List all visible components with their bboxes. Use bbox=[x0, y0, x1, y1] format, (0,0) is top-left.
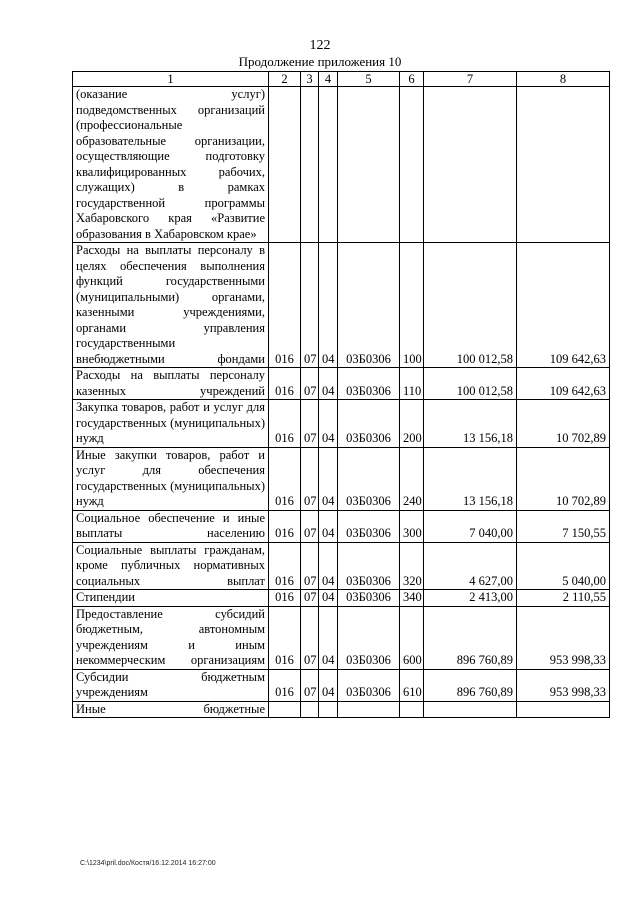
table-row bbox=[73, 669, 610, 701]
cell-ministry bbox=[269, 87, 301, 243]
table-row bbox=[73, 701, 610, 718]
cell-subsection: 04 bbox=[319, 669, 338, 701]
table-row bbox=[73, 400, 610, 448]
cell-expense-type bbox=[400, 87, 424, 243]
cell-ministry: 016 bbox=[269, 669, 301, 701]
table-row bbox=[73, 542, 610, 590]
cell-expense-type: 340 bbox=[400, 590, 424, 607]
cell-ministry: 016 bbox=[269, 510, 301, 542]
cell-ministry: 016 bbox=[269, 542, 301, 590]
cell-section: 07 bbox=[301, 368, 319, 400]
row-name: Иные закупки товаров, работ и услуг для обеспечения государственных (муниципальных) нужд bbox=[73, 447, 269, 510]
row-name: Расходы на выплаты персоналу в целях обеспечения выполнения функций государственными (муниципальными) органами, казенными учреждениями, органами управления государственными внебюджетными фондами bbox=[73, 243, 269, 368]
cell-amount-1: 896 760,89 bbox=[424, 669, 517, 701]
cell-amount-1: 13 156,18 bbox=[424, 400, 517, 448]
column-header: 4 bbox=[319, 72, 338, 87]
cell-target-article: 03Б0306 bbox=[338, 368, 400, 400]
cell-ministry: 016 bbox=[269, 400, 301, 448]
cell-expense-type: 100 bbox=[400, 243, 424, 368]
cell-section bbox=[301, 701, 319, 718]
row-name: Расходы на выплаты персоналу казенных учреждений bbox=[73, 368, 269, 400]
cell-amount-2: 109 642,63 bbox=[517, 368, 610, 400]
cell-section bbox=[301, 87, 319, 243]
cell-ministry: 016 bbox=[269, 606, 301, 669]
row-name: Закупка товаров, работ и услуг для государственных (муниципальных) нужд bbox=[73, 400, 269, 448]
table-row bbox=[73, 606, 610, 669]
cell-section: 07 bbox=[301, 510, 319, 542]
row-name: (оказание услуг) подведомственных организаций (профессиональные образовательные организации, осуществляющие подготовку квалифицированных рабочих, служащих) в рамках государственной программы Хабаровского края «Развитие образования в Хабаровском крае» bbox=[73, 87, 269, 243]
cell-amount-2: 7 150,55 bbox=[517, 510, 610, 542]
cell-amount-2: 5 040,00 bbox=[517, 542, 610, 590]
cell-ministry: 016 bbox=[269, 590, 301, 607]
cell-target-article: 03Б0306 bbox=[338, 590, 400, 607]
cell-target-article: 03Б0306 bbox=[338, 447, 400, 510]
cell-amount-2: 109 642,63 bbox=[517, 243, 610, 368]
column-header: 5 bbox=[338, 72, 400, 87]
cell-section: 07 bbox=[301, 606, 319, 669]
cell-amount-1: 13 156,18 bbox=[424, 447, 517, 510]
cell-subsection: 04 bbox=[319, 606, 338, 669]
cell-amount-2 bbox=[517, 701, 610, 718]
cell-amount-1: 4 627,00 bbox=[424, 542, 517, 590]
cell-subsection: 04 bbox=[319, 368, 338, 400]
cell-ministry: 016 bbox=[269, 368, 301, 400]
header-row bbox=[73, 72, 610, 87]
row-name: Социальные выплаты гражданам, кроме публичных нормативных социальных выплат bbox=[73, 542, 269, 590]
column-header: 1 bbox=[73, 72, 269, 87]
table-row bbox=[73, 243, 610, 368]
cell-amount-1: 2 413,00 bbox=[424, 590, 517, 607]
cell-section: 07 bbox=[301, 400, 319, 448]
column-header: 6 bbox=[400, 72, 424, 87]
cell-section: 07 bbox=[301, 590, 319, 607]
cell-amount-2: 953 998,33 bbox=[517, 606, 610, 669]
cell-amount-2: 10 702,89 bbox=[517, 400, 610, 448]
cell-expense-type: 300 bbox=[400, 510, 424, 542]
cell-subsection: 04 bbox=[319, 447, 338, 510]
cell-target-article: 03Б0306 bbox=[338, 400, 400, 448]
cell-ministry: 016 bbox=[269, 243, 301, 368]
cell-subsection: 04 bbox=[319, 542, 338, 590]
cell-amount-2: 2 110,55 bbox=[517, 590, 610, 607]
row-name: Предоставление субсидий бюджетным, автономным учреждениям и иным некоммерческим организациям bbox=[73, 606, 269, 669]
table-row bbox=[73, 447, 610, 510]
cell-section: 07 bbox=[301, 542, 319, 590]
row-name: Иные бюджетные bbox=[73, 701, 269, 718]
cell-subsection: 04 bbox=[319, 400, 338, 448]
cell-section: 07 bbox=[301, 243, 319, 368]
page-number: 122 bbox=[309, 38, 331, 53]
cell-subsection bbox=[319, 701, 338, 718]
row-name: Стипендии bbox=[73, 590, 269, 607]
cell-section: 07 bbox=[301, 447, 319, 510]
cell-subsection: 04 bbox=[319, 243, 338, 368]
cell-target-article bbox=[338, 87, 400, 243]
cell-expense-type: 240 bbox=[400, 447, 424, 510]
cell-target-article: 03Б0306 bbox=[338, 606, 400, 669]
table-row bbox=[73, 368, 610, 400]
cell-section: 07 bbox=[301, 669, 319, 701]
cell-ministry: 016 bbox=[269, 447, 301, 510]
cell-expense-type: 600 bbox=[400, 606, 424, 669]
column-header: 3 bbox=[301, 72, 319, 87]
cell-expense-type bbox=[400, 701, 424, 718]
cell-amount-1: 896 760,89 bbox=[424, 606, 517, 669]
cell-expense-type: 200 bbox=[400, 400, 424, 448]
column-header: 8 bbox=[517, 72, 610, 87]
cell-amount-2: 953 998,33 bbox=[517, 669, 610, 701]
cell-target-article: 03Б0306 bbox=[338, 243, 400, 368]
cell-ministry bbox=[269, 701, 301, 718]
file-path-footer: C:\1234\pril.doc/Костя/16.12.2014 16:27:00 bbox=[80, 860, 216, 867]
column-header: 2 bbox=[269, 72, 301, 87]
table-row bbox=[73, 590, 610, 607]
cell-amount-1: 100 012,58 bbox=[424, 243, 517, 368]
table-row bbox=[73, 87, 610, 243]
cell-target-article: 03Б0306 bbox=[338, 542, 400, 590]
row-name: Социальное обеспечение и иные выплаты населению bbox=[73, 510, 269, 542]
column-header: 7 bbox=[424, 72, 517, 87]
cell-expense-type: 110 bbox=[400, 368, 424, 400]
budget-table bbox=[72, 71, 610, 718]
row-name: Субсидии бюджетным учреждениям bbox=[73, 669, 269, 701]
cell-expense-type: 320 bbox=[400, 542, 424, 590]
cell-subsection bbox=[319, 87, 338, 243]
cell-expense-type: 610 bbox=[400, 669, 424, 701]
cell-target-article: 03Б0306 bbox=[338, 510, 400, 542]
cell-amount-1: 100 012,58 bbox=[424, 368, 517, 400]
cell-amount-1 bbox=[424, 87, 517, 243]
cell-subsection: 04 bbox=[319, 510, 338, 542]
cell-amount-1 bbox=[424, 701, 517, 718]
appendix-continuation-title: Продолжение приложения 10 bbox=[238, 54, 402, 69]
cell-amount-2: 10 702,89 bbox=[517, 447, 610, 510]
cell-amount-2 bbox=[517, 87, 610, 243]
cell-amount-1: 7 040,00 bbox=[424, 510, 517, 542]
cell-subsection: 04 bbox=[319, 590, 338, 607]
table-row bbox=[73, 510, 610, 542]
cell-target-article bbox=[338, 701, 400, 718]
cell-target-article: 03Б0306 bbox=[338, 669, 400, 701]
